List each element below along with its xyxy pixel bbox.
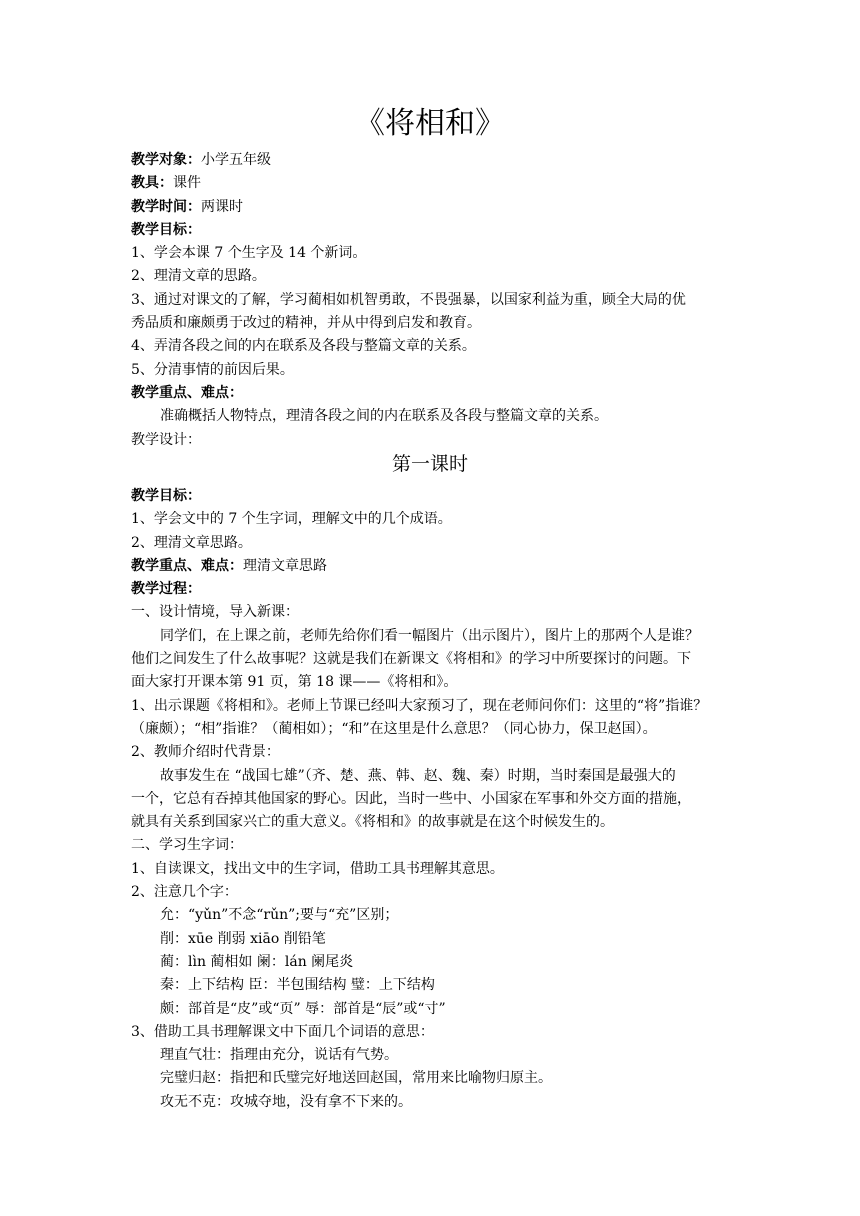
process-line: 2、教师介绍时代背景： xyxy=(131,744,280,761)
process-line: 1、出示课题《将相和》。老师上节课已经叫大家预习了，现在老师问你们：这里的“将”指谁？ xyxy=(131,697,708,714)
value: 课件 xyxy=(173,175,201,192)
goal-item: 1、学会本课 7 个生字及 14 个新词。 xyxy=(131,245,367,262)
section-heading: 第一课时 xyxy=(391,453,468,475)
process-line: 故事发生在 “战国七雄”（齐、楚、燕、韩、赵、魏、秦）时期，当时秦国是最强大的 xyxy=(160,767,676,784)
label: 教具： xyxy=(131,175,173,192)
process-line: 同学们，在上课之前，老师先给你们看一幅图片（出示图片），图片上的那两个人是谁？ xyxy=(160,627,699,644)
process-line: 面大家打开课本第 91 页，第 18 课——《将相和》。 xyxy=(131,674,458,691)
process-line: 2、注意几个字： xyxy=(131,884,238,901)
label: 教学时间： xyxy=(131,198,201,215)
process-line: （廉颇）；“相”指谁？（蔺相如）；“和”在这里是什么意思？（同心协力，保卫赵国）。 xyxy=(131,720,657,737)
document-title: 《将相和》 xyxy=(355,106,505,141)
goal-item: 2、理清文章的思路。 xyxy=(131,268,266,285)
label: 教学重点、难点： xyxy=(131,557,243,574)
teaching-time-line xyxy=(131,196,731,219)
goals-label: 教学目标： xyxy=(131,221,201,238)
process-line: 一、设计情境，导入新课： xyxy=(131,604,299,621)
process-line: 3、借助工具书理解课文中下面几个词语的意思： xyxy=(131,1023,434,1040)
process-line: 二、学习生字词： xyxy=(131,837,243,854)
process-lines xyxy=(131,601,731,1114)
process-label: 教学过程： xyxy=(131,581,201,598)
goals-label: 教学目标： xyxy=(131,488,201,504)
process-line: 理直气壮：指理由充分，说话有气势。 xyxy=(160,1047,398,1064)
lesson-header xyxy=(131,149,731,452)
value: 两课时 xyxy=(201,198,243,215)
process-line: 攻无不克：攻城夺地，没有拿不下来的。 xyxy=(160,1093,412,1110)
key-points-text: 准确概括人物特点，理清各段之间的内在联系及各段与整篇文章的关系。 xyxy=(160,408,608,425)
process-line: 蔺：lìn 蔺相如 阑：lán 阑尾炎 xyxy=(160,953,354,970)
process-line: 1、自读课文，找出文中的生字词，借助工具书理解其意思。 xyxy=(131,860,504,877)
goal-item: 2、理清文章思路。 xyxy=(131,534,252,551)
process-line: 他们之间发生了什么故事呢？这就是我们在新课文《将相和》的学习中所要探讨的问题。下 xyxy=(131,651,691,668)
value: 小学五年级 xyxy=(201,152,271,168)
process-line: 完璧归赵：指把和氏璧完好地送回赵国，常用来比喻物归原主。 xyxy=(160,1070,552,1087)
goal-item: 秀品质和廉颇勇于改过的精神，并从中得到启发和教育。 xyxy=(131,315,481,332)
goal-item: 3、通过对课文的了解，学习蔺相如机智勇敢，不畏强暴，以国家利益为重，顾全大局的优 xyxy=(131,291,686,308)
process-line: 秦：上下结构 臣：半包围结构 璧：上下结构 xyxy=(160,977,435,994)
process-line: 削：xūe 削弱 xiāo 削铅笔 xyxy=(160,930,326,947)
process-line: 就具有关系到国家兴亡的重大意义。《将相和》的故事就是在这个时候发生的。 xyxy=(131,814,614,831)
design-label: 教学设计： xyxy=(131,431,201,448)
process-line: 一个，它总有吞掉其他国家的野心。因此，当时一些中、小国家在军事和外交方面的措施， xyxy=(131,790,691,807)
process-line: 颇：部首是“皮”或“页” 辱：部首是“辰”或“寸” xyxy=(160,1000,446,1017)
label: 教学对象： xyxy=(131,152,201,168)
process-line: 允：“yǔn”不念“rǔn”;要与“充”区别； xyxy=(160,907,399,924)
teaching-tool-line xyxy=(131,172,731,195)
value: 理清文章思路 xyxy=(243,557,327,574)
lesson1-body xyxy=(131,485,731,1114)
goal-item: 4、弄清各段之间的内在联系及各段与整篇文章的关系。 xyxy=(131,338,476,355)
teaching-object-line xyxy=(131,149,731,172)
goal-item: 1、学会文中的 7 个生字词，理解文中的几个成语。 xyxy=(131,511,452,528)
goal-item: 5、分清事情的前因后果。 xyxy=(131,361,294,378)
key-points-label: 教学重点、难点： xyxy=(131,384,243,401)
key-points-line xyxy=(131,555,731,578)
